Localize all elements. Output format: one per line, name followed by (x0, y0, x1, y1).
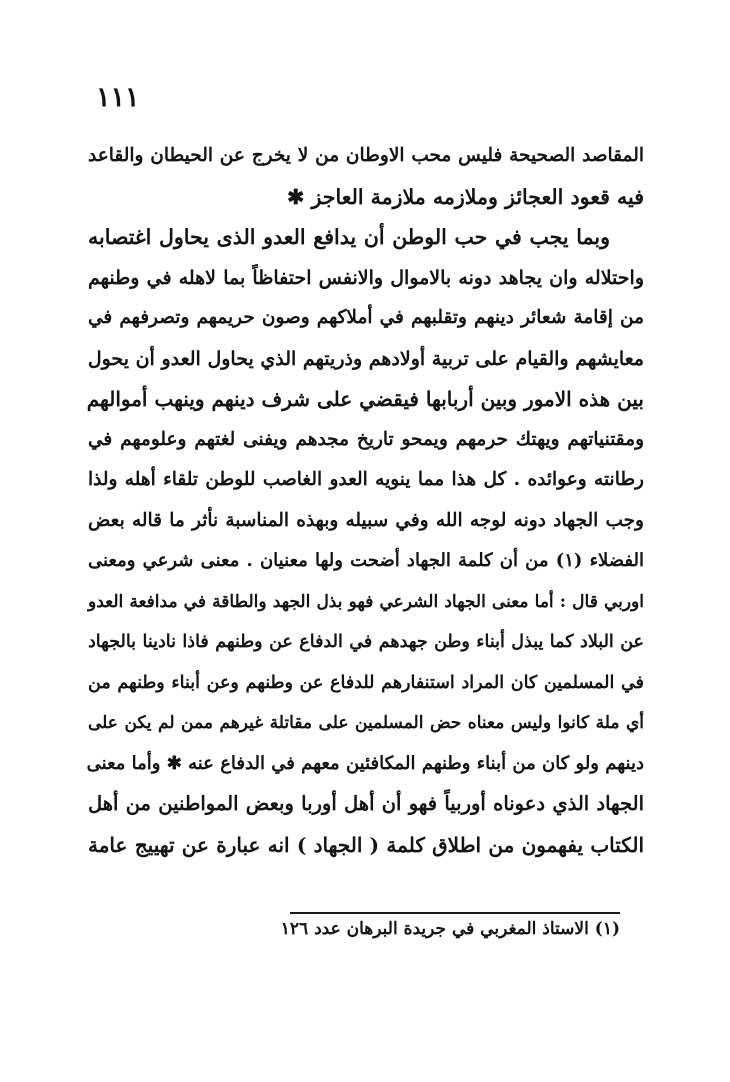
text-line: أي ملة كانوا وليس معناه حض المسلمين على مقاتلة غيرهم ممن لم يكن على (88, 713, 644, 733)
text-line: ومقتنياتهم ويهتك حرمهم ويمحو تاريخ مجدهم ويفنى لغتهم وعلومهم في (88, 428, 644, 450)
text-line: وبما يجب في حب الوطن أن يدافع العدو الذى يحاول اغتصابه (88, 225, 610, 249)
text-line: بين هذه الامور وبين أربابها فيقضي على شرف دينهم وينهب أموالهم (86, 387, 644, 411)
text-line: معايشهم والقيام على تربية أولادهم وذريتهم الذي يحاول العدو أن يحول (87, 347, 644, 370)
text-line: المقاصد الصحيحة فليس محب الاوطان من لا يخرج عن الحيطان والقاعد (88, 145, 644, 166)
footnote: (١) الاستاذ المغربي في جريدة البرهان عدد ١٢٦ (280, 919, 620, 939)
text-line: الفضلاء (١) من أن كلمة الجهاد أضحت ولها معنيان . معنى شرعي ومعنى (88, 550, 644, 571)
body-text (88, 136, 644, 865)
text-line: اوربي قال : أما معنى الجهاد الشرعي فهو بذل الجهد والطاقة في مدافعة العدو (88, 591, 644, 612)
text-line: من إقامة شعائر دينهم وتقلبهم في أملاكهم وصون حريمهم وتصرفهم في (88, 307, 644, 328)
text-line: واحتلاله وان يجاهد دونه بالاموال والانفس احتفاظاً بما لاهله في وطنهم (88, 266, 644, 289)
text-line: الكتاب يفهمون من اطلاق كلمة ( الجهاد ) انه عبارة عن تهييج عامة (88, 832, 644, 857)
text-line: عن البلاد كما يبذل أبناء وطن جهدهم في الدفاع عن وطنهم فاذا نادينا بالجهاد (88, 632, 644, 652)
text-line: الجهاد الذي دعوناه أوربياً فهو أن أهل أوربا وبعض المواطنين من أهل (88, 792, 644, 815)
page-number: ١١١ (96, 82, 140, 113)
text-line: رطانته وعوائده . كل هذا مما ينويه العدو الغاصب للوطن تلقاء أهله ولذا (88, 469, 644, 490)
text-line: دينهم ولو كان من أبناء وطنهم المكافئين معهم في الدفاع عنه ✱ وأما معنى (86, 752, 644, 774)
text-line: وجب الجهاد دونه لوجه الله وفي سبيله وبهذه المناسبة نأثر ما قاله بعض (88, 509, 644, 531)
text-line: في المسلمين كان المراد استنفارهم للدفاع عن وطنهم وعن أبناء وطنهم من (88, 672, 644, 693)
footnote-divider (290, 912, 620, 914)
text-line: فيه قعود العجائز وملازمه ملازمة العاجز ✱ (287, 184, 644, 209)
